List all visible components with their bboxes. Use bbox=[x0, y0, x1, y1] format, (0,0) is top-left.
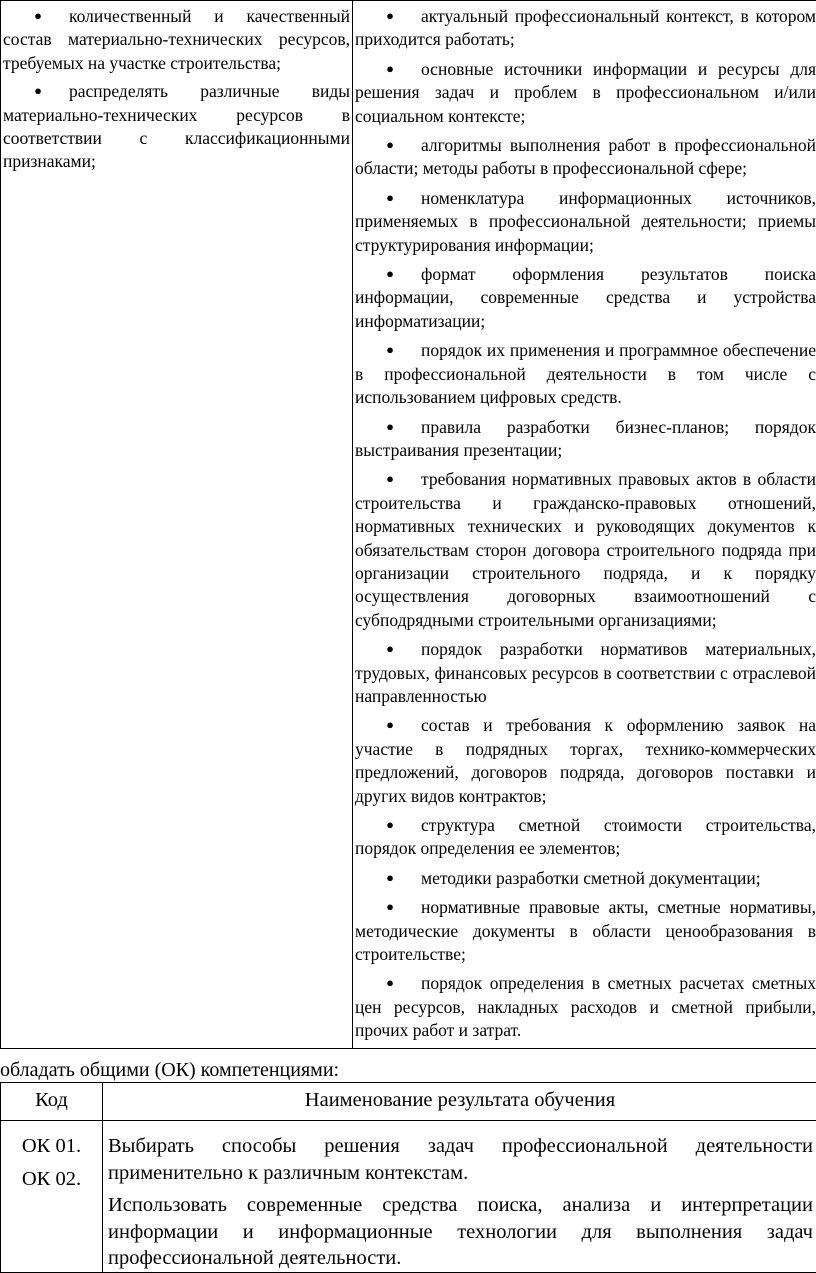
bullet-icon: ● bbox=[375, 133, 405, 156]
left-list bbox=[1, 1, 352, 174]
right-list-item-text: порядок определения в сметных расчетах сметных цен ресурсов, накладных расходов и сметной прибыли, прочих работ и затрат. bbox=[355, 973, 816, 1040]
bullet-icon: ● bbox=[375, 971, 405, 994]
competencies-intro: обладать общими (ОК) компетенциями: bbox=[0, 1057, 339, 1083]
right-list-item-text: состав и требования к оформлению заявок на участие в подрядных торгах, технико-коммерческих предложений, договоров подряда, договоров поставки и других видов контрактов; bbox=[355, 715, 816, 805]
right-list-item bbox=[355, 866, 816, 890]
right-list-item bbox=[355, 415, 816, 463]
right-list-item-text: алгоритмы выполнения работ в профессиональной области; методы работы в профессиональной сфере; bbox=[355, 135, 816, 178]
competency-code: ОК 01. bbox=[1, 1121, 102, 1160]
bullet-icon: ● bbox=[375, 186, 405, 209]
right-list-item bbox=[355, 895, 816, 966]
right-list-item-text: правила разработки бизнес-планов; порядок выстраивания презентации; bbox=[355, 417, 816, 460]
left-column bbox=[1, 1, 353, 1049]
right-list-item bbox=[355, 971, 816, 1042]
right-list-item bbox=[355, 467, 816, 632]
competencies-table bbox=[0, 1082, 816, 1273]
right-list-item-text: актуальный профессиональный контекст, в котором приходится работать; bbox=[355, 6, 816, 49]
right-list-item bbox=[355, 186, 816, 257]
bullet-icon: ● bbox=[375, 895, 405, 918]
bullet-icon: ● bbox=[23, 79, 53, 102]
header-code: Код bbox=[1, 1083, 103, 1121]
right-list-item bbox=[355, 813, 816, 861]
competency-name: Использовать современные средства поиска, анализа и интерпретации информации и информационные технологии для выполнения задач профессиональной деятельности. bbox=[103, 1186, 816, 1272]
right-list-item-text: методики разработки сметной документации; bbox=[421, 868, 761, 888]
codes-cell bbox=[1, 1121, 103, 1273]
right-list bbox=[353, 1, 816, 1043]
bullet-icon: ● bbox=[375, 4, 405, 27]
right-list-item bbox=[355, 262, 816, 333]
names-cell bbox=[103, 1121, 816, 1273]
bullet-icon: ● bbox=[375, 866, 405, 889]
right-list-item-text: требования нормативных правовых актов в области строительства и гражданско-правовых отношений, нормативных технических и руководящих документов к обязательствам сторон договора строительного подряда при организации строительного подряда, и к порядку осуществления договорных взаимоотношений с субподрядными строительными организациями; bbox=[355, 469, 816, 629]
bullet-icon: ● bbox=[375, 467, 405, 490]
left-list-item bbox=[3, 79, 350, 174]
left-list-item bbox=[3, 4, 350, 75]
right-list-item bbox=[355, 637, 816, 708]
right-list-item-text: структура сметной стоимости строительства, порядок определения ее элементов; bbox=[355, 815, 816, 858]
right-list-item-text: нормативные правовые акты, сметные нормативы, методические документы в области ценообразования в строительстве; bbox=[355, 897, 816, 964]
right-list-item-text: основные источники информации и ресурсы для решения задач и проблем в профессиональном и/или социальном контексте; bbox=[355, 59, 816, 126]
bullet-icon: ● bbox=[375, 415, 405, 438]
bullet-icon: ● bbox=[375, 813, 405, 836]
right-list-item-text: номенклатура информационных источников, применяемых в профессиональной деятельности; приемы структурирования информации; bbox=[355, 188, 816, 255]
competency-name: Выбирать способы решения задач профессиональной деятельности применительно к различным контекстам. bbox=[103, 1121, 816, 1186]
bullet-icon: ● bbox=[375, 262, 405, 285]
right-list-item-text: порядок их применения и программное обеспечение в профессиональной деятельности в том числе с использованием цифровых средств. bbox=[355, 340, 816, 407]
requirements-row bbox=[1, 1, 816, 1049]
right-column bbox=[353, 1, 816, 1049]
right-list-item bbox=[355, 713, 816, 808]
left-list-item-text: распределять различные виды материально-технических ресурсов в соответствии с классификационными признаками; bbox=[3, 81, 350, 171]
bullet-icon: ● bbox=[375, 713, 405, 736]
right-list-item bbox=[355, 338, 816, 409]
header-name: Наименование результата обучения bbox=[103, 1083, 816, 1121]
bullet-icon: ● bbox=[23, 4, 53, 27]
right-list-item bbox=[355, 4, 816, 52]
right-list-item-text: формат оформления результатов поиска информации, современные средства и устройства информатизации; bbox=[355, 264, 816, 331]
bullet-icon: ● bbox=[375, 338, 405, 361]
right-list-item-text: порядок разработки нормативов материальных, трудовых, финансовых ресурсов в соответствии с отраслевой направленностью bbox=[355, 639, 816, 706]
competencies-body-row bbox=[1, 1121, 816, 1273]
bullet-icon: ● bbox=[375, 637, 405, 660]
right-list-item bbox=[355, 57, 816, 128]
right-list-item bbox=[355, 133, 816, 181]
bullet-icon: ● bbox=[375, 57, 405, 80]
competency-code: ОК 02. bbox=[1, 1160, 102, 1193]
left-list-item-text: количественный и качественный состав материально-технических ресурсов, требуемых на участке строительства; bbox=[3, 6, 350, 73]
competencies-header-row bbox=[1, 1083, 816, 1121]
